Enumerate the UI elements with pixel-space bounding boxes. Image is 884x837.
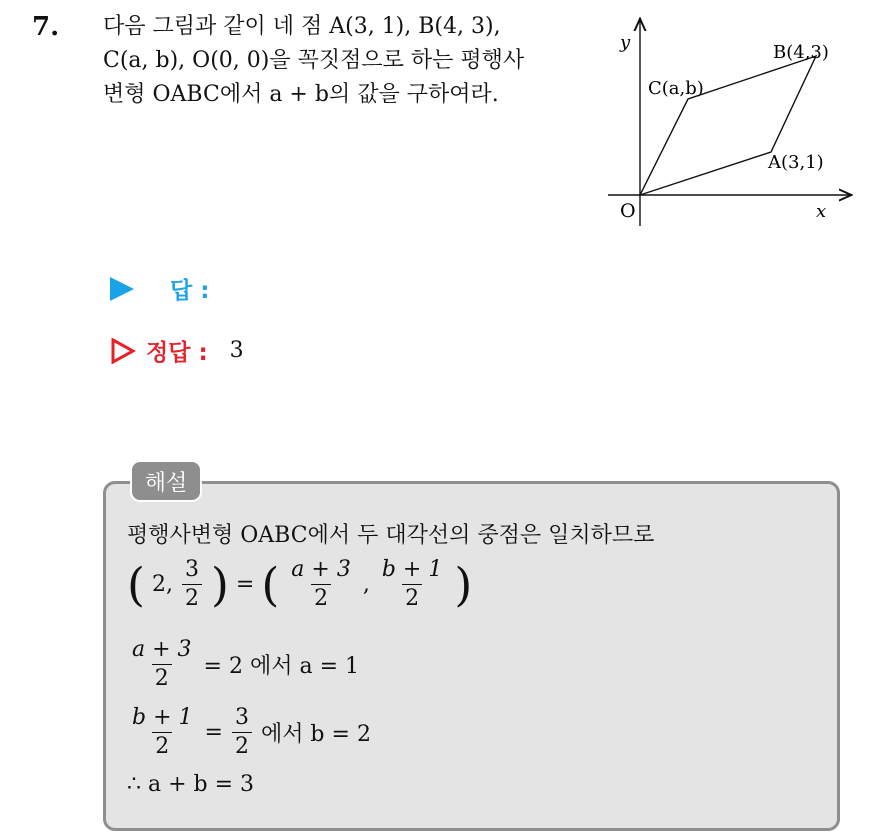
question-text <box>103 10 598 112</box>
eq3-equals: = <box>204 720 223 745</box>
question-line-3: 변형 OABC에서 a + b의 값을 구하여라. <box>103 82 499 107</box>
origin-label: O <box>620 200 636 222</box>
eq1-lparen: ( <box>127 557 145 612</box>
eq1-lhs-den: 2 <box>182 584 202 613</box>
correct-answer-label: 정답 : <box>146 340 208 366</box>
solution-eq-3 <box>127 704 371 761</box>
eq2-rest: = 2 에서 a = 1 <box>203 654 359 679</box>
eq3-frac-2 <box>232 704 252 761</box>
triangle-filled-icon <box>110 277 134 301</box>
eq1-rhs-rparen: ) <box>454 557 473 612</box>
eq1-lhs-a: 2, <box>151 572 173 597</box>
eq1-rhs-num-1: a + 3 <box>291 557 351 582</box>
eq1-lhs-frac <box>182 556 202 613</box>
point-c-label: C(a,b) <box>648 78 704 99</box>
parallelogram-oabc <box>640 56 816 195</box>
eq2-den: 2 <box>152 664 172 693</box>
eq3-frac <box>129 704 196 761</box>
eq3-rest: 에서 b = 2 <box>260 722 371 747</box>
correct-answer-row <box>110 334 244 367</box>
solution-eq-2 <box>127 636 359 693</box>
eq1-comma: , <box>362 572 370 597</box>
solution-eq-4: ∴ a + b = 3 <box>127 772 255 797</box>
eq1-rhs-den-2: 2 <box>402 584 422 613</box>
triangle-outline-icon <box>110 338 136 364</box>
answer-row <box>110 272 209 305</box>
eq1-equals: = <box>235 572 255 597</box>
eq1-rhs-frac-2 <box>379 556 446 613</box>
eq2-num: a + 3 <box>132 637 192 662</box>
correct-answer-value: 3 <box>229 338 244 363</box>
point-a-label: A(3,1) <box>768 152 824 173</box>
solution-eq-1 <box>127 556 472 613</box>
eq1-rhs-num-2: b + 1 <box>381 557 443 582</box>
parallelogram-figure <box>608 14 858 229</box>
eq3-den: 2 <box>152 732 172 761</box>
eq1-lhs-num: 3 <box>184 557 199 582</box>
eq3-den-2: 2 <box>232 732 252 761</box>
eq3-num-2: 3 <box>234 705 249 730</box>
solution-tag: 해설 <box>130 460 202 502</box>
eq1-rhs-den-1: 2 <box>311 584 331 613</box>
eq3-num: b + 1 <box>132 705 193 730</box>
point-b-label: B(4,3) <box>773 42 829 63</box>
answer-label: 답 : <box>170 278 210 304</box>
eq1-rparen: ) <box>210 557 229 612</box>
solution-line-1: 평행사변형 OABC에서 두 대각선의 중점은 일치하므로 <box>127 523 655 548</box>
question-line-1: 다음 그림과 같이 네 점 A(3, 1), B(4, 3), <box>103 14 501 39</box>
eq1-rhs-lparen: ( <box>261 557 280 612</box>
eq2-frac <box>129 636 195 693</box>
question-line-2: C(a, b), O(0, 0)을 꼭짓점으로 하는 평행사 <box>103 48 525 73</box>
eq1-rhs-frac-1 <box>288 556 354 613</box>
question-number: 7. <box>32 12 60 42</box>
y-axis-label: y <box>620 32 631 53</box>
x-axis-label: x <box>816 201 827 222</box>
